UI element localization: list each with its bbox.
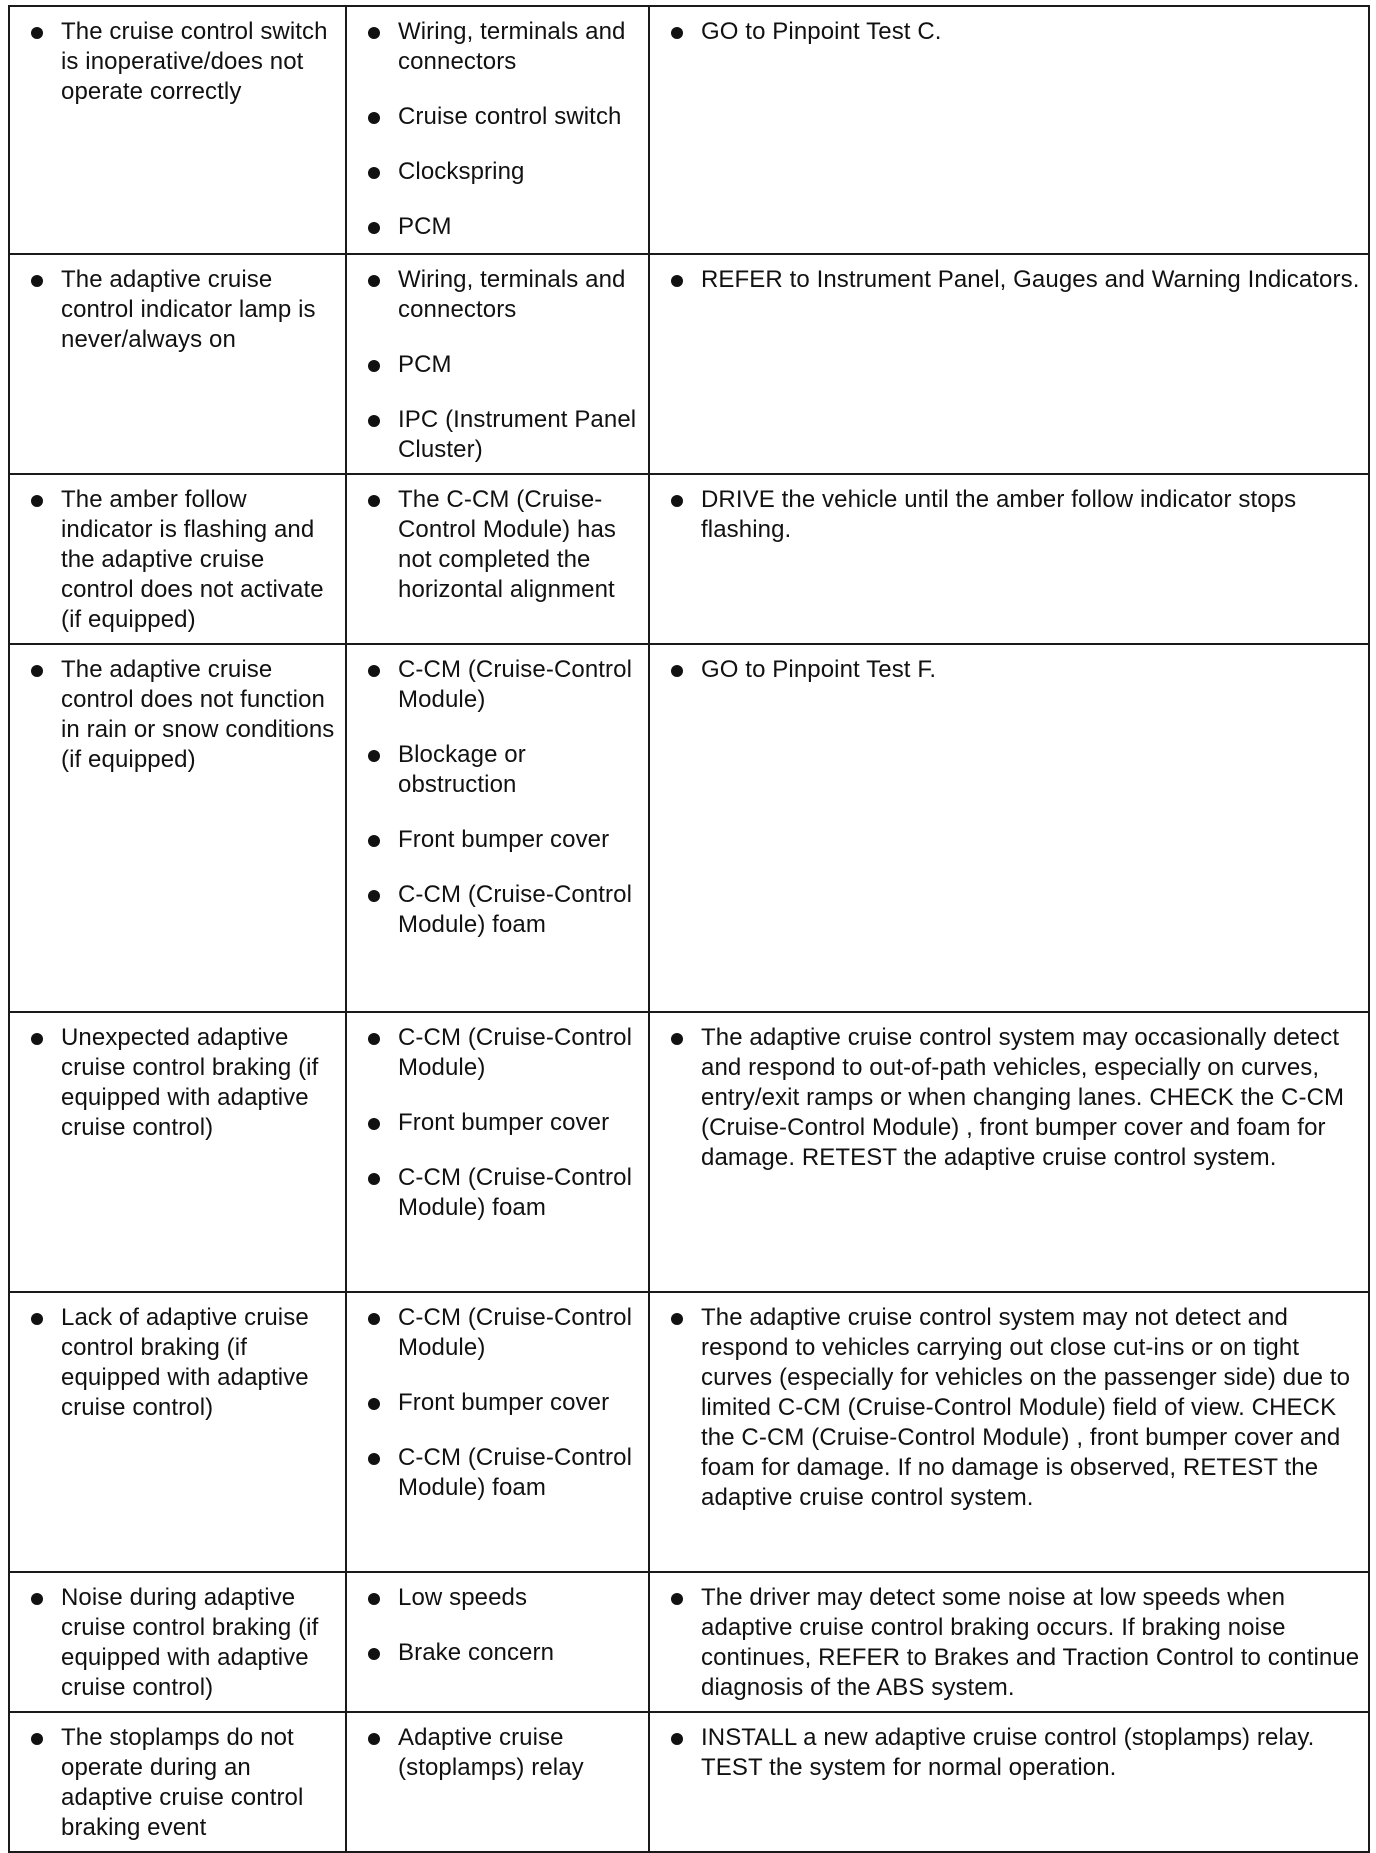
action-cell xyxy=(649,1292,1369,1572)
action-cell xyxy=(649,254,1369,474)
condition-cell xyxy=(9,1012,346,1292)
causes-cell xyxy=(346,1292,649,1572)
action-cell xyxy=(649,474,1369,644)
action-text: The adaptive cruise control system may not detect and respond to vehicles carrying out close cut-ins or on tight curves (especially for vehicles on the passenger side) due to limited C-CM (Cruise-Control Module) field of view. CHECK the C-CM (Cruise-Control Module) , front bumper cover and foam for damage. If no damage is observed, RETEST the adaptive cruise control system. xyxy=(668,1303,1360,1513)
condition-text: The amber follow indicator is flashing and the adaptive cruise control does not activate (if equipped) xyxy=(28,485,337,635)
action-text: GO to Pinpoint Test F. xyxy=(668,655,1360,685)
cause-item: C-CM (Cruise-Control Module) foam xyxy=(365,880,640,940)
action-text: GO to Pinpoint Test C. xyxy=(668,17,1360,47)
cause-item: Wiring, terminals and connectors xyxy=(365,265,640,325)
action-text: The adaptive cruise control system may occasionally detect and respond to out-of-path vehicles, especially on curves, entry/exit ramps or when changing lanes. CHECK the C-CM (Cruise-Control Module) , front bumper cover and foam for damage. RETEST the adaptive cruise control system. xyxy=(668,1023,1360,1173)
causes-cell xyxy=(346,254,649,474)
condition-text: The stoplamps do not operate during an adaptive cruise control braking event xyxy=(28,1723,337,1843)
condition-cell xyxy=(9,254,346,474)
causes-cell xyxy=(346,1012,649,1292)
condition-cell xyxy=(9,1712,346,1852)
action-text: The driver may detect some noise at low speeds when adaptive cruise control braking occurs. If braking noise continues, REFER to Brakes and Traction Control to continue diagnosis of the ABS system. xyxy=(668,1583,1360,1703)
cause-item: C-CM (Cruise-Control Module) xyxy=(365,655,640,715)
cause-item: C-CM (Cruise-Control Module) xyxy=(365,1023,640,1083)
cause-item: Front bumper cover xyxy=(365,1108,640,1138)
condition-cell xyxy=(9,1292,346,1572)
condition-cell xyxy=(9,6,346,254)
action-cell xyxy=(649,1572,1369,1712)
causes-cell xyxy=(346,474,649,644)
cause-item: C-CM (Cruise-Control Module) foam xyxy=(365,1443,640,1503)
action-cell xyxy=(649,1012,1369,1292)
condition-text: The adaptive cruise control does not function in rain or snow conditions (if equipped) xyxy=(28,655,337,775)
cause-item: Adaptive cruise (stoplamps) relay xyxy=(365,1723,640,1783)
cause-item: Low speeds xyxy=(365,1583,640,1613)
cause-item: Blockage or obstruction xyxy=(365,740,640,800)
table-row xyxy=(9,1012,1369,1292)
cause-item: C-CM (Cruise-Control Module) foam xyxy=(365,1163,640,1223)
cause-item: PCM xyxy=(365,212,640,242)
action-cell xyxy=(649,644,1369,1012)
causes-cell xyxy=(346,1712,649,1852)
condition-text: The adaptive cruise control indicator lamp is never/always on xyxy=(28,265,337,355)
action-cell xyxy=(649,1712,1369,1852)
condition-text: Unexpected adaptive cruise control braking (if equipped with adaptive cruise control) xyxy=(28,1023,337,1143)
table-row xyxy=(9,644,1369,1012)
action-text: INSTALL a new adaptive cruise control (stoplamps) relay. TEST the system for normal operation. xyxy=(668,1723,1360,1783)
condition-cell xyxy=(9,644,346,1012)
cause-item: Front bumper cover xyxy=(365,825,640,855)
action-cell xyxy=(649,6,1369,254)
table-row xyxy=(9,1292,1369,1572)
cause-item: IPC (Instrument Panel Cluster) xyxy=(365,405,640,465)
cause-item: The C-CM (Cruise-Control Module) has not completed the horizontal alignment xyxy=(365,485,640,605)
table-row xyxy=(9,1712,1369,1852)
cause-item: Brake concern xyxy=(365,1638,640,1668)
table-row xyxy=(9,6,1369,254)
condition-cell xyxy=(9,474,346,644)
cause-item: Front bumper cover xyxy=(365,1388,640,1418)
condition-text: Noise during adaptive cruise control braking (if equipped with adaptive cruise control) xyxy=(28,1583,337,1703)
condition-text: The cruise control switch is inoperative/does not operate correctly xyxy=(28,17,337,107)
causes-cell xyxy=(346,6,649,254)
cause-item: Clockspring xyxy=(365,157,640,187)
action-text: REFER to Instrument Panel, Gauges and Warning Indicators. xyxy=(668,265,1360,295)
cause-item: C-CM (Cruise-Control Module) xyxy=(365,1303,640,1363)
action-text: DRIVE the vehicle until the amber follow indicator stops flashing. xyxy=(668,485,1360,545)
cause-item: PCM xyxy=(365,350,640,380)
symptom-chart-table xyxy=(8,5,1370,1853)
condition-cell xyxy=(9,1572,346,1712)
cause-item: Wiring, terminals and connectors xyxy=(365,17,640,77)
cause-item: Cruise control switch xyxy=(365,102,640,132)
causes-cell xyxy=(346,644,649,1012)
table-row xyxy=(9,474,1369,644)
condition-text: Lack of adaptive cruise control braking (if equipped with adaptive cruise control) xyxy=(28,1303,337,1423)
causes-cell xyxy=(346,1572,649,1712)
table-row xyxy=(9,1572,1369,1712)
table-row xyxy=(9,254,1369,474)
